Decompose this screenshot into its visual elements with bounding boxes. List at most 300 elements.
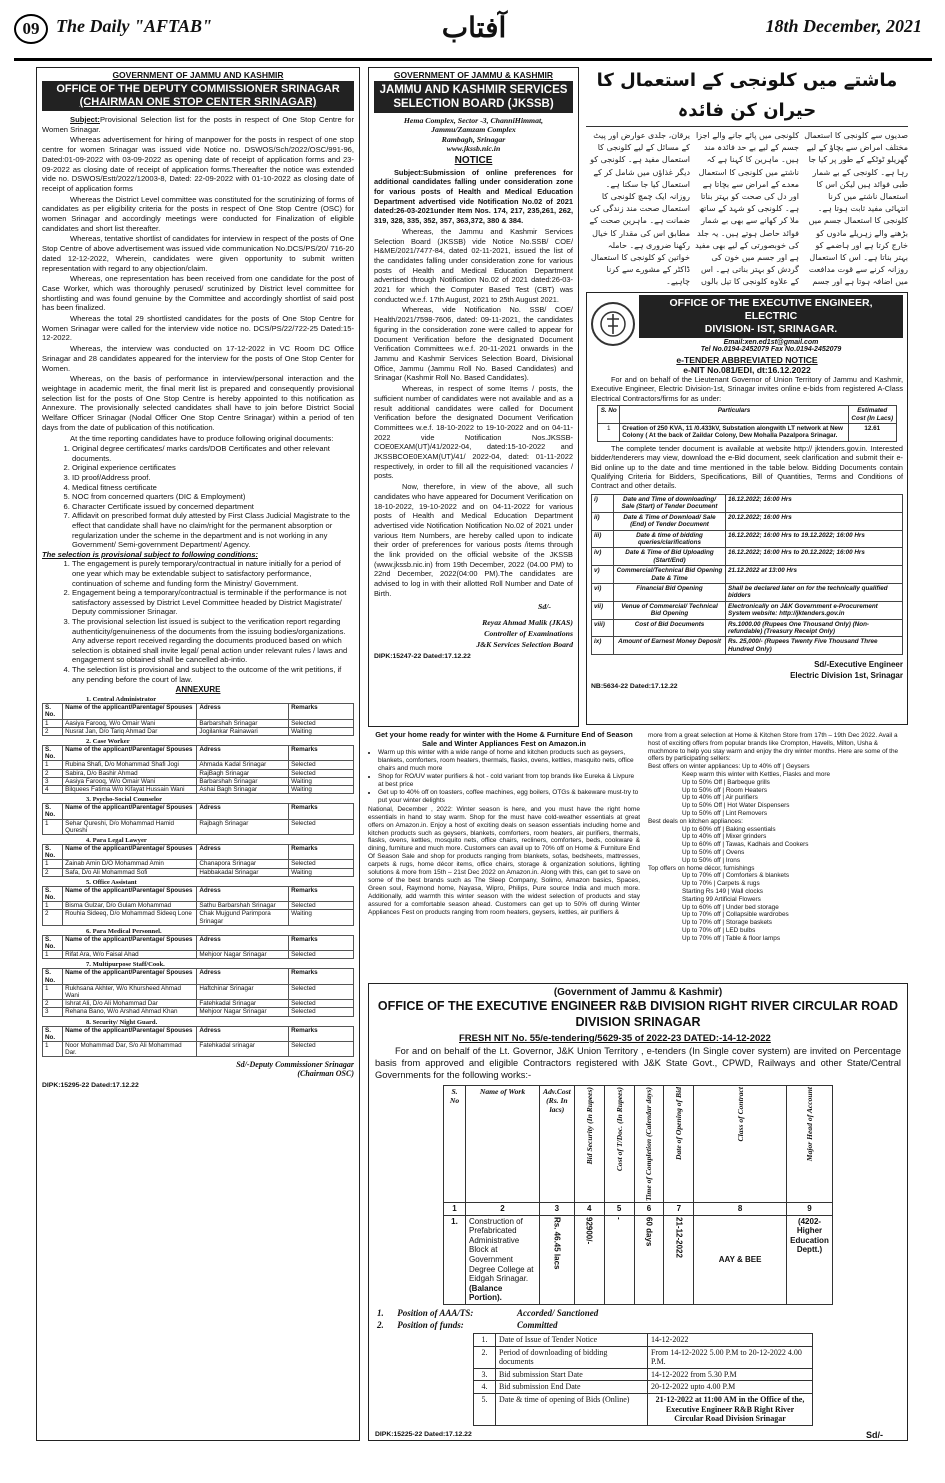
header-label: S. No xyxy=(449,1087,460,1105)
column-numbers xyxy=(444,1203,833,1216)
rb-intro: For and on behalf of the Lt. Governor, J&K Union Territory , e-tenders (In Single cover system) are invited on Percentage basis from approved and eligible Contractors registered with J&K State Govt., CPWD, Railways and other State/Central Governments for the following works:- xyxy=(375,1046,901,1080)
address-line: Hema Complex, Sector -3, ChanniHimmat, xyxy=(403,116,544,125)
table-row xyxy=(474,1368,813,1381)
cell: 1 xyxy=(43,1042,63,1057)
header-cell: Remarks xyxy=(289,704,354,719)
cell: 4 xyxy=(574,1203,604,1216)
dipk-number: DIPK:15225-22 Dated:17.12.22 xyxy=(375,1431,472,1438)
position-row xyxy=(377,1307,901,1319)
urdu-column: یرقان، جلدی عوارض اور پیٹ کے مسائل کے لیے کلونجی کا استعمال مفید ہے۔ کلونجی کو دیگر غذاؤں میں شامل کر کے استعمال کیا جا سکتا ہے۔ روزانہ ایک چمچ کلونجی کا استعمال صحت مند زندگی کی ضمانت ہے۔ ماہرین صحت کے مطابق اس کی مقدار کا خیال رکھنا ضروری ہے۔ حاملہ خواتین کو کلونجی کا استعمال ڈاکٹر کے مشورے سے کرنا چاہیے۔ xyxy=(589,131,690,287)
header-cell: Adress xyxy=(197,804,289,819)
header-cell: Name of the applicant/Parentage/ Spouses xyxy=(63,886,197,901)
offer-item: Up to 50% off | Room Heaters xyxy=(682,786,768,794)
table-row xyxy=(592,637,903,655)
cell: 20-12-2022 upto 4.00 P.M xyxy=(648,1381,813,1394)
table-row xyxy=(43,1000,354,1008)
table-row xyxy=(592,512,903,530)
offer-item: Up to 60% off | Baking essentials xyxy=(682,825,776,833)
offer-item: Up to 60% off | Tawas, Kadhais and Cookers xyxy=(682,841,809,849)
cell: Date of Issue of Tender Notice xyxy=(496,1333,648,1346)
cell: iii) xyxy=(592,530,614,548)
cell: AAY & BEE xyxy=(694,1215,787,1304)
tender-para: The complete tender document is available at website http:// jktenders.gov.in. Interested bidder/tenderers may view, download the e-Bid document, seek clarification and submit their e-Bid online up to the date and time mentioned in the table below. Bidding Documents contain Qualifying Criteria for Bidders, Specifications, Bill of Quantities, Terms and Conditions of Contract and other details. xyxy=(591,443,903,491)
cell: 3 xyxy=(43,1008,63,1016)
table-row xyxy=(43,819,354,834)
table-header xyxy=(444,1086,833,1203)
offers-appliances xyxy=(648,771,908,818)
list-item: 6. Character Certificate issued by concerned department xyxy=(72,502,354,512)
cell: ii) xyxy=(592,512,614,530)
cell: 14-12-2022 from 5.30 P.M xyxy=(648,1368,813,1381)
cell: Rs. 25,000/- (Rupees Twenty Five Thousand Three Hundred Only) xyxy=(726,637,903,655)
table-row xyxy=(444,1215,833,1304)
cell: Ishrat Ali, D/o Ali Mohammad Dar xyxy=(63,1000,197,1008)
cell: 3. xyxy=(474,1368,496,1381)
annexure-table xyxy=(42,968,354,1016)
list-item: • Shop for RO/UV water purifiers & hot - cold variant from top brands like Eureka & Livpure at best price xyxy=(378,773,640,789)
cell: Bisma Gulzar, D/o Gulam Mohammad xyxy=(63,902,197,910)
annexure-table xyxy=(42,1026,354,1058)
offers-appliances-title: Best offers on winter appliances: Up to 40% off | Geysers xyxy=(648,763,810,771)
cell: i) xyxy=(592,494,614,512)
offers-home xyxy=(648,872,908,942)
cell: Waiting xyxy=(289,868,354,876)
amazon-right xyxy=(648,732,908,943)
page-number: 09 xyxy=(14,14,48,44)
header-cell: Remarks xyxy=(289,845,354,860)
cell: 4 xyxy=(43,785,63,793)
table-row xyxy=(592,601,903,619)
header-cell: Name of the applicant/Parentage/ Spouses xyxy=(63,845,197,860)
offer-item: Starting 99 Artificial Flowers xyxy=(682,895,761,903)
nit-number: e-NIT No.081/EDI, dt:16.12.2022 xyxy=(683,365,811,375)
list-item: 1. The engagement is purely temporary/contractual in nature initially for a period of one year which may be extendable subject to satisfactory performance, continuation of scheme and funding form the Ministry/ Government. xyxy=(72,559,354,588)
table-row xyxy=(598,424,897,442)
cell: Date & Time of Bid Uploading (Start/End) xyxy=(614,548,726,566)
cell: Selected xyxy=(289,761,354,769)
cell: 3 xyxy=(540,1203,575,1216)
cell: v) xyxy=(592,566,614,584)
amazon-intro: more from a great selection at Home & Kitchen Store from 17th – 19th Dec 2022. Avail a host of exciting offers from popular brands like Crompton, Havells, Milton, Usha & muchmore to help you stay warm and enjoy the dry winter months. Here are some of the offers by participating sellers: xyxy=(648,732,899,763)
rb-government: (Government of Jammu & Kashmir) xyxy=(553,987,723,998)
cell: Selected xyxy=(289,902,354,910)
cell: Bid submission End Date xyxy=(496,1381,648,1394)
paragraph: Whereas, one representation has been received from one candidate for the post of Case Worker, which was thoroughly perused/ scrutinized by District level committee for shortlisting and was found genuine by the Committee and accordingly shortlist of said post has been finalized. xyxy=(42,274,354,313)
position-value: Committed xyxy=(517,1319,558,1330)
cell: 2 xyxy=(466,1203,540,1216)
list-item: 2. Engagement being a temporary/contractual is terminable if the performance is not satisfactory assessed by District Level Committee headed by District Magistrate/ Deputy commissioner Srinagar. xyxy=(72,588,354,617)
work-name: Construction of Prefabricated Administrative Block at Government Degree College at Eidgah Srinagar. xyxy=(469,1216,534,1284)
table-row xyxy=(474,1381,813,1394)
cell: ix) xyxy=(592,637,614,655)
header-cell: S. No. xyxy=(43,845,63,860)
cell: Date & time of bidding queries/clarifications xyxy=(614,530,726,548)
cell: Bid submission Start Date xyxy=(496,1368,648,1381)
header-cell: Adress xyxy=(197,935,289,950)
cell: Shall be declared later on for the technically qualified bidders xyxy=(726,583,903,601)
cell: 1 xyxy=(43,860,63,868)
masthead-rule xyxy=(14,58,932,61)
cell: Financial Bid Opening xyxy=(614,583,726,601)
table-header xyxy=(43,704,354,719)
paragraph: Whereas, on the basis of performance in interview/personal interaction and the weightage in academic merit, the final merit list is prepared and consequently provisional selection list for the posts of One Stop Centre is hereby appointed to this notification as Annexure. The provisionally selected candidates shall have to join before District Social Welfare Officer Srinagar (Nodal Officer One Stop Centre Srinagar) within a period of ten days from the date of publication of this notification. xyxy=(42,374,354,432)
table-header xyxy=(43,935,354,950)
signatory-office: Electric Division 1st, Srinagar xyxy=(790,671,903,681)
table-header xyxy=(43,845,354,860)
signatory-designation: Controller of Examinations xyxy=(484,628,573,638)
signature-block xyxy=(374,601,573,650)
cell: Haftchinar Srinagar xyxy=(197,984,289,999)
cell: RajBagh Srinagar xyxy=(197,769,289,777)
header-cell xyxy=(604,1086,634,1203)
cell: Selected xyxy=(289,1008,354,1016)
cell: 16.12.2022; 16:00 Hrs xyxy=(726,494,903,512)
table-row xyxy=(43,984,354,999)
cell: Selected xyxy=(289,769,354,777)
header-cell: Adress xyxy=(197,745,289,760)
amazon-article xyxy=(368,730,908,980)
header-label: Class of Contract xyxy=(735,1087,745,1142)
header-cell xyxy=(574,1086,604,1203)
paragraph: Whereas the total 29 shortlisted candidates for the posts of One Stop Centre for Women Srinagar were called for the interview vide notice no. DCS/PS/22/722-25 Dated:15-12-2022. xyxy=(42,314,354,343)
list-item: • Get up to 40% off on toasters, coffee machines, egg boilers, OTGs & bakeware must-try to put your winter delights xyxy=(378,789,640,805)
cell: Selected xyxy=(289,819,354,834)
header-cell: S. No. xyxy=(43,1026,63,1041)
electric-division-tender xyxy=(586,292,908,725)
office-title xyxy=(639,295,903,338)
header-cell: Remarks xyxy=(289,969,354,984)
urdu-article xyxy=(586,66,908,288)
cell: Waiting xyxy=(289,910,354,925)
offer-item: Up to 70% | Carpets & rugs xyxy=(682,880,760,888)
header-label: Cost of T/Doc. (In Rupees) xyxy=(614,1087,624,1172)
cell: Zainab Amin D/O Mohammad Amin xyxy=(63,860,197,868)
paragraph: Whereas, in respect of some Items / posts, the sufficient number of candidates were not available and as a result additional candidates were called for Document Verification before the designated Document Verification Committees w.e.f. 18-10-2022 to 19-10-2022 and on 04-11-2022 vide Notification Nos.JKSSB-COE0EXAM(UT)/41/2022-04, dated:15-10-2022 and JKSSBCOE0EXAM(UT)/41/ 2022-04, dated: 01-11-2022 respectively, in order to fill all the requisitioned vacancies / posts. xyxy=(374,384,573,481)
section-title: 3. Psycho-Social Counselor xyxy=(86,796,163,804)
signatory: Sd/-Executive Engineer xyxy=(814,660,903,670)
position-label: 2. Position of funds: xyxy=(377,1319,464,1330)
rb-schedule-table xyxy=(473,1333,813,1426)
table-row xyxy=(592,548,903,566)
table-row xyxy=(592,494,903,512)
cell: Aasiya Farooq, W/o Omair Wani xyxy=(63,719,197,727)
header-label: Major Head of Account xyxy=(805,1087,814,1162)
offer-item: Keep warm this winter with Kettles, Flasks and more xyxy=(682,770,831,778)
offer-item: Up to 50% off | Lint Removers xyxy=(682,809,768,817)
header-cell: S. No. xyxy=(43,969,63,984)
electric-header xyxy=(591,295,903,353)
cell: 2 xyxy=(43,910,63,925)
offer-item: Up to 40% off | Air purifiers xyxy=(682,794,758,802)
paragraph: Whereas, the Jammu and Kashmir Services Selection Board (JKSSB) vide Notice No.SSB/ COE/ H&ME/2021/7477-84, dated 02-11-2021, issued the list of the candidates falling under consideration zone for various posts of Health and Medical Education Department advertised through Notification No.02 of 2021 dated:26-03-2021 for which the Computer Based Test (CBT) was conducted w.e.f. 17th August, 2021 to 25th August 2021. xyxy=(374,226,573,304)
electric-title-block xyxy=(639,295,903,353)
cell: 14-12-2022 xyxy=(648,1333,813,1346)
department-emblem-icon xyxy=(591,302,635,346)
cell: 21-12-2022 at 11:00 AM in the Office of the, Executive Engineer R&B Right River Circular Road Division Srinagar xyxy=(648,1393,813,1425)
section-title: 8. Security/ Night Guard. xyxy=(86,1018,158,1026)
table-header xyxy=(43,745,354,760)
list-item: 1. Original degree certificates/ marks cards/DOB Certificates and other relevant documents. xyxy=(72,444,354,463)
notice-body xyxy=(42,115,354,443)
header-cell: Remarks xyxy=(289,804,354,819)
offers-kitchen-title: Best deals on kitchen appliances: xyxy=(648,817,743,825)
list-item: 3. ID proof/Address proof. xyxy=(72,473,354,483)
cell: Waiting xyxy=(289,727,354,735)
conditions-title: The selection is provisional subject to following conditions: xyxy=(42,549,259,559)
cell: Rifat Ara, W/o Faisal Ahad xyxy=(63,951,197,959)
table-row xyxy=(43,727,354,735)
rb-office-title xyxy=(375,998,901,1030)
rb-position-list xyxy=(377,1307,901,1331)
offers-home-title: Top offers on home décor, furnishings xyxy=(648,864,755,872)
office-phone: Tel No.0194-2452079 Fax No.0194-2452079 xyxy=(700,346,842,353)
board-title-line1: JAMMU AND KASHMIR SERVICES xyxy=(379,84,568,96)
annexure-table xyxy=(42,935,354,960)
office-title-line1: OFFICE OF THE EXECUTIVE ENGINEER, ELECTRIC xyxy=(669,297,873,322)
jkssb-notice xyxy=(368,67,579,727)
offer-item: Up to 50% off | Irons xyxy=(682,856,741,864)
sd: Sd/- xyxy=(866,1429,883,1440)
table-row xyxy=(43,777,354,785)
section-title: 7. Multipurpose Staff/Cook. xyxy=(86,961,165,969)
signature-block xyxy=(591,659,903,681)
header-label: Bid Security (In Rupees) xyxy=(584,1087,594,1165)
board-address xyxy=(374,116,573,154)
cell: 2. xyxy=(474,1346,496,1368)
header-cell: Name of the applicant/Parentage/ Spouses xyxy=(63,969,197,984)
signatory-office: J&K Services Selection Board xyxy=(476,639,573,649)
cell: Amount of Earnest Money Deposit xyxy=(614,637,726,655)
cell: Date and Time of downloading/ Sale (Start) of Tender Document xyxy=(614,494,726,512)
rb-title-line2: DIVISION SRINAGAR xyxy=(575,1015,701,1029)
table-row xyxy=(43,1042,354,1057)
table-row xyxy=(592,583,903,601)
cell: Barbarshah Srinagar xyxy=(197,777,289,785)
cell: Ashai Bagh Srinagar xyxy=(197,785,289,793)
cell: 8 xyxy=(694,1203,787,1216)
paragraph: Whereas advertisement for hiring of manpower for the posts in respect of one stop centre for women Srinagar was issued vide Notice no. DSWOS/Sch/2022/OSC/991-96, Dated:01-09-2022 with 03-09-2022 as opening date of receipt of application forms and 23-09-2022 as closing date of receipt of application forms.Thereafter the notice was extended vide no. DSWOS/Estt/2022/12003-8, Dated: 22-09-2022 with 01-10-2022 as closing date of receipt of application forms xyxy=(42,135,354,193)
header-cell xyxy=(444,1086,466,1203)
annexure-table xyxy=(42,745,354,794)
cell xyxy=(574,1215,604,1304)
offer-item: Up to 70% off | Collapsible wardrobes xyxy=(682,911,789,919)
header-cell: Remarks xyxy=(289,935,354,950)
cell: Mehjoor Nagar Srinagar xyxy=(197,1008,289,1016)
cell: 4. xyxy=(474,1381,496,1394)
amazon-headline: Get your home ready for winter with the Home & Furniture End of Season Sale and Winter Appliances Fest on Amazon.in xyxy=(375,730,633,748)
section-title: 4. Para Legal Lawyer xyxy=(86,837,147,844)
subject-text: Subject:Submission of online preferences for additional candidates falling under consideration zone for various posts of Health and Medical Education Department advertised vide Notification No.02 of 2021 dated:26-03-2021under Item Nos. 174, 217, 235,261, 262, 319, 328, 335, 352, 357, 363,372, 380 & 384. xyxy=(374,167,573,226)
conditions-list xyxy=(42,559,354,684)
cell: 1. xyxy=(474,1333,496,1346)
header-label: Time of Completion (Calendar days) xyxy=(644,1087,654,1202)
cell: Rukhsana Akhter, W/o Khursheed Ahmad Wani xyxy=(63,984,197,999)
tender-intro: For and on behalf of the Lieutenant Governor of Union Territory of Jammu and Kashmir, Executive Engineer, Electric Division-1st, Srinagar invites online e-bids from registered A-Class Electrical Contractors/firms for as under: xyxy=(591,375,903,403)
header-cell xyxy=(664,1086,694,1203)
table-row xyxy=(43,769,354,777)
cell-value: - xyxy=(614,1216,624,1220)
amazon-bullets xyxy=(368,749,640,805)
header-cell: S. No. xyxy=(43,935,63,950)
cell: 1 xyxy=(43,719,63,727)
header-label: Name of Work xyxy=(479,1087,526,1096)
header-cell: S. No. xyxy=(43,886,63,901)
section-title: 1. Central Administrator xyxy=(86,696,157,704)
table-row xyxy=(43,860,354,868)
table-row xyxy=(43,902,354,910)
paragraph: Now, therefore, in view of the above, all such candidates who have appeared for Document Verification on 18-10-2022, 19-10-2022 and on 04-11-2022 for various posts of Health and Medical Education Department advertised vide Notification Notification No.02 of 2021 under various Item Numbers, are hereby called upon to indicate their order of preferences for various posts /items through the link provided on the official website of the JKSSB (www.jkssb.nic.in) from 19th December, 2022 (04.00 PM) to 22nd December, 2022(04:00 PM).The candidates are advised to log in with their allotted Roll Number and Date of Birth. xyxy=(374,482,573,598)
cell: Cost of Bid Documents xyxy=(614,619,726,637)
cell: Sehar Qureshi, D/o Mohammad Hamid Qureshi xyxy=(63,819,197,834)
cell: Mehjoor Nagar Srinagar xyxy=(197,951,289,959)
table-row xyxy=(43,761,354,769)
paragraph: At the time reporting candidates have to produce following original documents: xyxy=(70,433,334,443)
list-item: 4. The selection list is provisional and subject to the outcome of the writ petitions, if any pending before the court of law. xyxy=(72,665,354,684)
cell: Rs.1000.00 (Rupees One Thousand Only) (Non-refundable) (Treasury Receipt Only) xyxy=(726,619,903,637)
cell: 1 xyxy=(444,1203,466,1216)
subject-label: Subject: xyxy=(70,115,100,124)
urdu-column: صدیوں سے کلونجی کا استعمال مختلف امراض سے بچاؤ کے لیے گھریلو ٹوٹکے کے طور پر کیا جا رہا ہے۔ کلونجی کے بے شمار طبی فوائد ہیں لیکن اس کا استعمال ناشتے میں کرنا انتہائی مفید ثابت ہوتا ہے۔ کلونجی کا استعمال جسم میں بڑھنے والے زہریلے مادوں کو خارج کرتا ہے اور ہاضمے کو بہتر بناتا ہے۔ اس کا استعمال روزانہ کرنے سے قوت مدافعت میں اضافہ ہوتا ہے اور جسم xyxy=(804,131,908,287)
cell: vii) xyxy=(592,601,614,619)
cell: Sabira, D/o Bashir Ahmad xyxy=(63,769,197,777)
position-label: 1. Position of AAA/TS: xyxy=(377,1307,474,1318)
cell: Creation of 250 KVA, 11 /0.433kV, Substation alongwith LT network at New Colony ( At the back of Zaildar Colony, Dew Mohalla Pazalpora Srinagar. xyxy=(620,424,849,442)
list-item: • Warm up this winter with a wide range of home and kitchen products such as geysers, blankets, comforters, room heaters, thermals, flasks, ovens, kettles, masquito nets, office chairs and much more xyxy=(378,749,640,773)
office-subtitle: (CHAIRMAN ONE STOP CENTER SRINAGAR) xyxy=(79,96,317,108)
header-cell: Name of the applicant/Parentage/ Spouses xyxy=(63,704,197,719)
cell-value: Rs. 46.45 lacs xyxy=(552,1216,562,1270)
cell-value: 21-12-2022 xyxy=(674,1216,684,1258)
header-cell: Remarks xyxy=(289,886,354,901)
cell: Electronically on J&K Government e-Procurement System website: http://jktenders.gov.in xyxy=(726,601,903,619)
cell: Selected xyxy=(289,984,354,999)
cell: 6 xyxy=(634,1203,664,1216)
cell xyxy=(634,1215,664,1304)
header-cell xyxy=(694,1086,787,1203)
cell xyxy=(664,1215,694,1304)
cell xyxy=(540,1215,575,1304)
rb-title-line1: OFFICE OF THE EXECUTIVE ENGINEER R&B DIVISION RIGHT RIVER CIRCULAR ROAD xyxy=(377,999,899,1013)
table-row xyxy=(43,785,354,793)
offer-item: Up to 50% Off | Hot Water Dispensers xyxy=(682,802,790,810)
cell: Selected xyxy=(289,719,354,727)
table-row xyxy=(474,1333,813,1346)
offer-item: Up to 70% off | Storage baskets xyxy=(682,919,772,927)
cell: 12.61 xyxy=(848,424,896,442)
header-cell: Name of the applicant/Parentage/ Spouses xyxy=(63,1026,197,1041)
works-table xyxy=(597,405,897,442)
cell: 21.12.2022 at 13:00 Hrs xyxy=(726,566,903,584)
rb-works-table xyxy=(443,1085,833,1305)
cell: iv) xyxy=(592,548,614,566)
cell: 16.12.2022; 16:00 Hrs to 19.12.2022; 16:00 Hrs xyxy=(726,530,903,548)
paragraph: Whereas the District Level committee was constituted for the scrutinizing of forms of candidates as per eligibility criteria for the posts in respect of One Stop Centre (OSC) for women Srinagar and accordingly meetings were conducted for Finalization of eligible candidates and short list thereafter. xyxy=(42,194,354,233)
header-cell: Remarks xyxy=(289,1026,354,1041)
cell: Selected xyxy=(289,1000,354,1008)
cell: 1 xyxy=(43,761,63,769)
cell-value: 60 days xyxy=(644,1216,654,1246)
cell: Sathu Barbarshah Srinagar xyxy=(197,902,289,910)
address-line: Rambagh, Srinagar xyxy=(441,134,506,144)
offer-item: Starting Rs 149 | Wall clocks xyxy=(682,887,763,895)
header-cell: S. No xyxy=(598,406,620,424)
cell: 20.12.2022; 16:00 Hrs xyxy=(726,512,903,530)
position-value: Accorded/ Sanctioned xyxy=(517,1307,599,1318)
notice-body xyxy=(374,168,573,599)
offer-item: Up to 50% Off | Barbeque grills xyxy=(682,778,770,786)
list-item: 3. The provisional selection list issued is subject to the verification report regarding authenticity/genuineness of the documents from the issuing bodies/organizations. Any adverse report received regarding the documents produced based on which selection is obtained shall invite legal/ penal action under relevant rules / laws and engagement so obtained shall be cancelled ab-intio. xyxy=(72,617,354,665)
table-header xyxy=(43,886,354,901)
cell: 2 xyxy=(43,727,63,735)
notice-government: GOVERNMENT OF JAMMU & KASHMIR xyxy=(393,70,554,80)
list-item: 5. NOC from concerned quarters (DIC & Employment) xyxy=(72,492,354,502)
subject-text: Provisional Selection list for the posts in respect of One Stop Centre for Women Srinagar. xyxy=(42,115,354,134)
cell: viii) xyxy=(592,619,614,637)
notice-government: GOVERNMENT OF JAMMU AND KASHMIR xyxy=(112,70,284,80)
cell: Waiting xyxy=(289,777,354,785)
notice-heading: NOTICE xyxy=(454,154,493,166)
office-title-line2: DIVISION- IST, SRINAGAR. xyxy=(704,323,838,335)
office-email: Email:xen.ed1st@gmail.com xyxy=(723,339,819,346)
cell: Selected xyxy=(289,1042,354,1057)
board-title-line2: SELECTION BOARD (JKSSB) xyxy=(393,98,554,110)
header-cell: Name of the applicant/Parentage/ Spouses xyxy=(63,804,197,819)
cell: Date & time of opening of Bids (Online) xyxy=(496,1393,648,1425)
annexure-table xyxy=(42,886,354,926)
newspaper-logo: آفتاب xyxy=(441,11,507,44)
cell: 16.12.2022; 16:00 Hrs to 20.12.2022; 16:00 Hrs xyxy=(726,548,903,566)
header-cell: Name of the applicant/Parentage/ Spouses xyxy=(63,745,197,760)
rb-division-tender xyxy=(368,983,908,1441)
cell: Habbakadal Srinagar xyxy=(197,868,289,876)
header-cell: Name of the applicant/Parentage/ Spouses xyxy=(63,935,197,950)
cell xyxy=(466,1215,540,1304)
header-cell: S. No. xyxy=(43,745,63,760)
work-note: (Balance Portion). xyxy=(469,1283,503,1303)
section-title: 5. Office Assistant xyxy=(86,878,137,886)
documents-list xyxy=(42,444,354,550)
nb-number: NB:5634-22 Dated:17.12.22 xyxy=(591,683,678,691)
cell: 5. xyxy=(474,1393,496,1425)
cell: 7 xyxy=(664,1203,694,1216)
sd: Sd/- xyxy=(538,601,551,611)
cell: 2 xyxy=(43,1000,63,1008)
cell: 1 xyxy=(598,424,620,442)
table-row xyxy=(43,951,354,959)
annexure-title: ANNEXURE xyxy=(175,685,221,695)
header-cell: Estimated Cost (In Lacs) xyxy=(848,406,896,424)
header-cell xyxy=(540,1086,575,1203)
address-line: Jammu/Zamzam Complex xyxy=(431,125,516,135)
cell: 3 xyxy=(43,777,63,785)
header-cell xyxy=(466,1086,540,1203)
cell: Date & Time of Download/ Sale (End) of Tender Document xyxy=(614,512,726,530)
table-row xyxy=(474,1346,813,1368)
cell: (4202-Higher Education Deptt.) xyxy=(787,1215,833,1304)
header-label: Date of Opening of Bid xyxy=(674,1087,684,1160)
cell: Noor Mohammad Dar, S/o Ali Mohammad Dar. xyxy=(63,1042,197,1057)
header-cell: Remarks xyxy=(289,745,354,760)
cell: 2 xyxy=(43,868,63,876)
rb-nit: FRESH NIT No. 55/e-tendering/5629-35 of 2022-23 DATED:-14-12-2022 xyxy=(459,1033,771,1044)
schedule-table xyxy=(591,494,903,655)
table-row xyxy=(474,1393,813,1425)
table-row xyxy=(43,1008,354,1016)
offer-item: Up to 60% off | Under bed storage xyxy=(682,903,779,911)
header-cell: Adress xyxy=(197,704,289,719)
cell: Bilquees Fatima W/o Kifayat Hussain Wani xyxy=(63,785,197,793)
cell: Selected xyxy=(289,951,354,959)
